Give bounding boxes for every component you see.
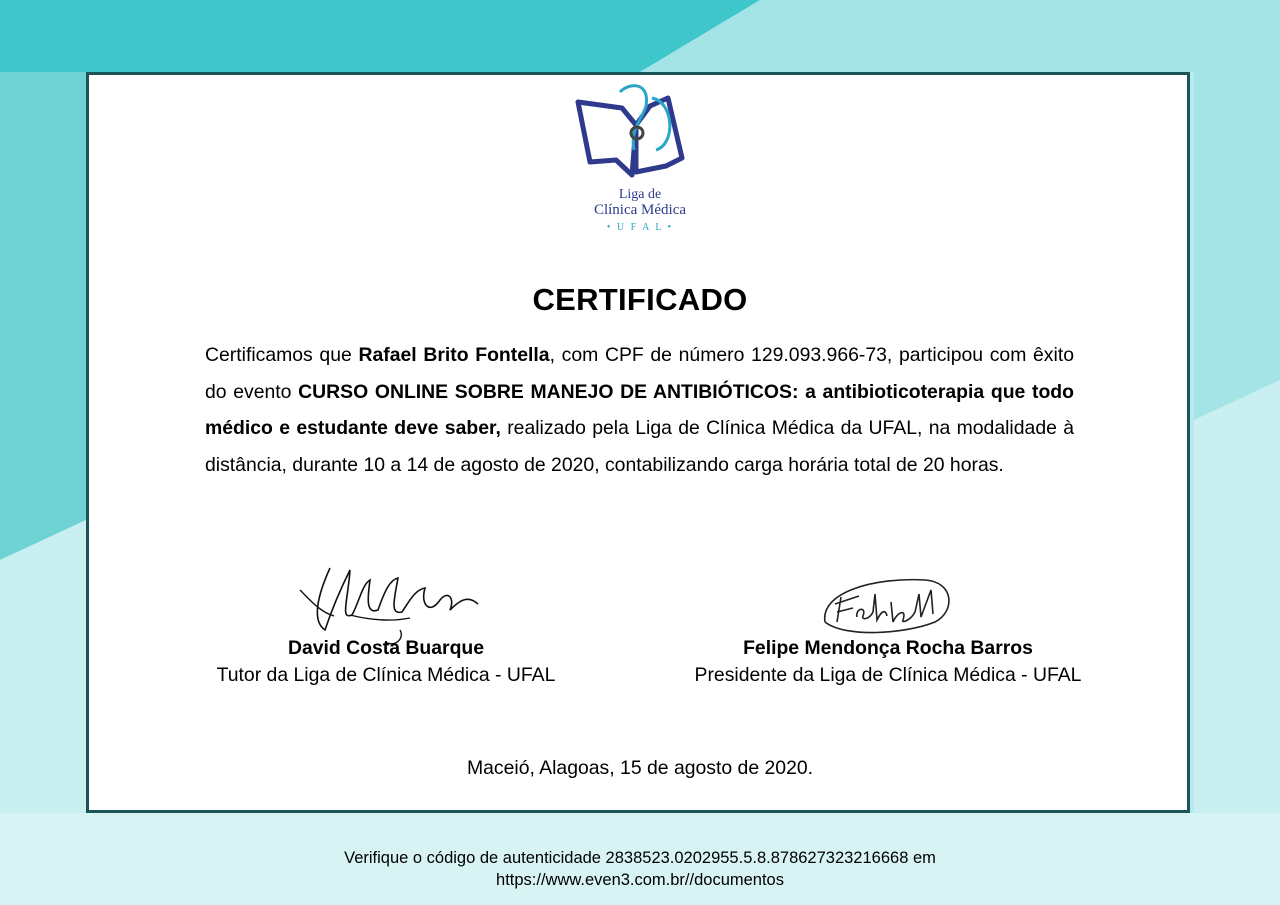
signature-felipe [815, 572, 960, 642]
place-date: Maceió, Alagoas, 15 de agosto de 2020. [466, 757, 814, 779]
certificate-title: CERTIFICADO [532, 282, 748, 317]
verification-note [200, 847, 1080, 891]
cpf-text: , com CPF de número 129.093.966-73, participou com êxito do evento [205, 344, 1074, 403]
signer-felipe [660, 635, 1116, 689]
signer-name: Felipe Mendonça Rocha Barros [743, 637, 1033, 659]
logo-line3: • U F A L • [606, 222, 674, 233]
participant-name: Rafael Brito Fontella [358, 344, 550, 366]
details-text: realizado pela Liga de Clínica Médica da UFAL, na modalidade à distância, durante 10 a 14 de agosto de 2020, contabilizando carga horária total de 20 horas. [205, 417, 1075, 476]
logo-line2: Clínica Médica [593, 202, 687, 218]
intro-text: Certificamos que [205, 344, 359, 366]
verification-code: Verifique o código de autenticidade 2838523.0202955.5.8.878627323216668 em [344, 849, 936, 867]
event-name: CURSO ONLINE SOBRE MANEJO DE ANTIBIÓTICOS: a antibioticoterapia que todo médico e estudante deve saber, [205, 380, 1074, 440]
verification-url[interactable]: https://www.even3.com.br//documentos [496, 871, 784, 889]
logo-line1: Liga de [618, 187, 662, 202]
signer-role: Tutor da Liga de Clínica Médica - UFAL [216, 664, 556, 686]
signer-david [180, 635, 592, 689]
signer-name: David Costa Buarque [287, 637, 485, 659]
liga-clinica-medica-logo [570, 80, 710, 235]
signer-role: Presidente da Liga de Clínica Médica - UFAL [694, 664, 1082, 686]
certificate-body [205, 337, 1074, 483]
